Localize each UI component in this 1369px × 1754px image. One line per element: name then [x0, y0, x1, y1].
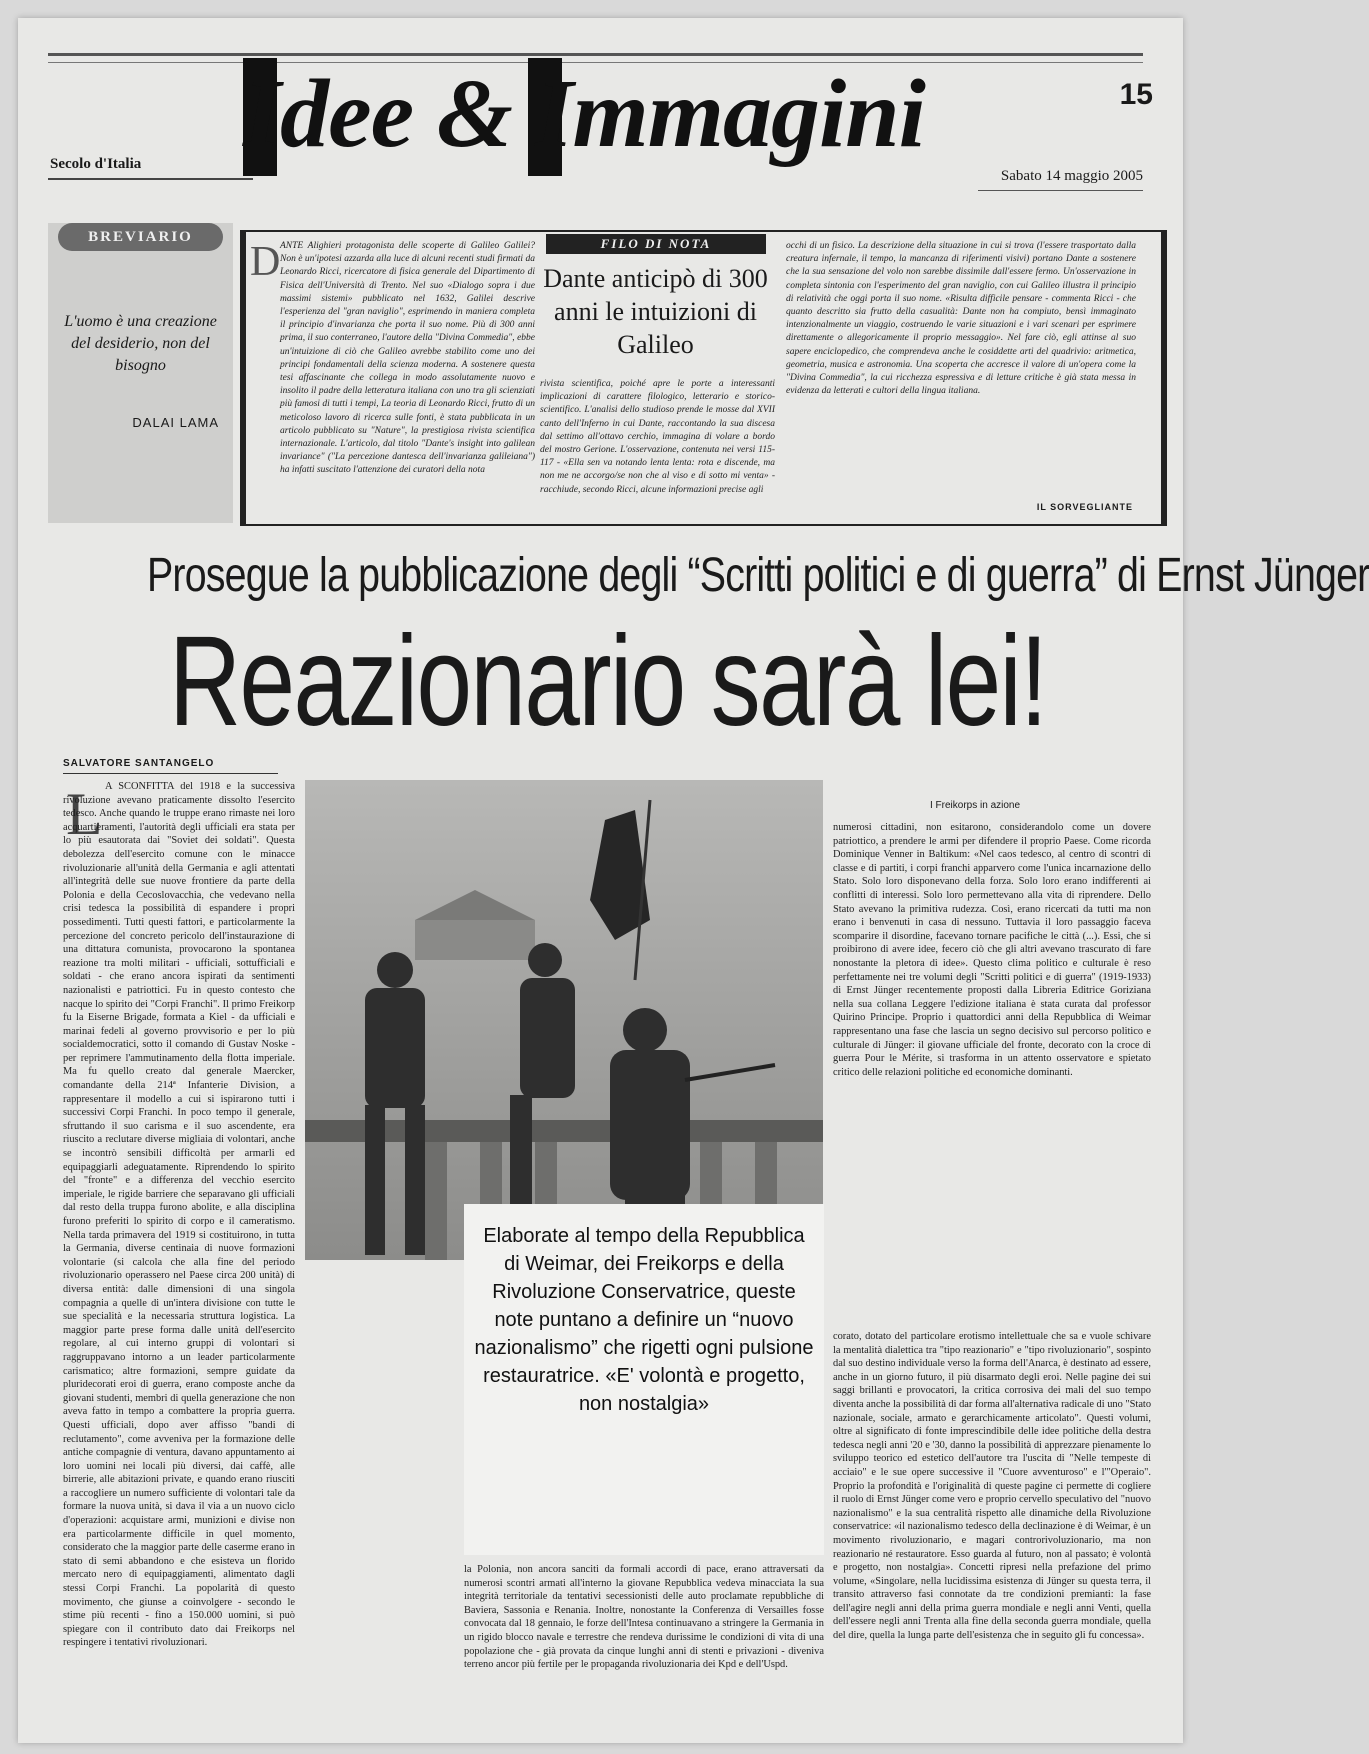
breviario-label: BREVIARIO — [58, 223, 223, 251]
article-column-3-continued: corato, dotato del particolare erotismo intellettuale che sa e vuole schivare la mentalità dialettica tra "tipo reazionario" e "tipo rivoluzionario", sospinto dal suo destino individuale verso la forma dell'Anarca, è destinato ad essere, anche in un giorno futuro, il più disarmato degli eroi. Nelle pagine dei sui saggi brillanti e provocatori, la critica corrosiva dei mali del suo tempo diventa anche la possibilità di dar forma all'alternativa radicale di uno "Stato nazionale, sociale, armato e gerarchicamente articolato". Questi volumi, oltre al significato di fonte imprescindibile delle idee politiche della destra tedesca negli anni '20 e '30, danno la possibilità di apprezzare pienamente lo sviluppo teorico ed estetico dell'autore tra l'uscita di "Nelle tempeste di acciaio" e le sue opere successive il "Cuore avventuroso" e l'"Operaio". Proprio la profondità e l'originalità di queste pagine ci permette di cogliere il ruolo di Ernst Jünger come vero e proprio cervello speculativo del "nuovo nazionalismo" e la sua centralità rispetto alle dinamiche della Rivoluzione conservatrice: «il nazionalismo tedesco della declinazione è di Weimar, è un movimento rivoluzionario, e magari controrivoluzionario, ma non reazionario né restauratore. Esso guarda al futuro, non al passato; è volontà e progetto, non nostalgia». Concetti ripresi nella prefazione del primo volume, «Singolare, nella lucidissima esistenza di Jünger su questa terra, il transito attraverso fasi connotate da tre condizioni premianti: la fase dell'agire negli anni della prima guerra mondiale e negli anni Venti, quella dell'essere negli anni Trenta alla fine della seconda guerra mondiale, quella del dire, quella la lunga parte dell'esistenza che in seguito gli fu concessa». — [833, 1331, 1152, 1642]
paper-name-rule — [48, 178, 253, 180]
photo-caption: I Freikorps in azione — [930, 800, 1021, 811]
filo-di-nota-label: FILO DI NOTA — [546, 234, 766, 254]
article-byline: SALVATORE SANTANGELO — [63, 758, 215, 769]
article-column-2-bottom: la Polonia, non ancora sanciti da formali accordi di pace, erano attraversati da numerosi scontri armati all'interno la giovane Repubblica vedeva minacciata la sua integrità territoriale da tentativi secessionisti delle auto proclamate repubbliche di Baviera, Sassonia e Renania. Inoltre, nonostante la Conferenza di Versailles fosse convocata dal 18 gennaio, le forze dell'Intesa continuavano a stringere la Germania in un rigido blocco navale e terrestre che rendeva durissime le condizioni di vita di una popolazione che - già provata da cinque lunghi anni di stenti e privazioni - diveniva terreno ancor più fertile per le propaganda rivoluzionaria dei Kpd e dell'Uspd. — [464, 1564, 824, 1671]
breviario-box — [48, 223, 233, 523]
article-column-3: numerosi cittadini, non esitarono, considerandolo come un dovere patriottico, a prendere le armi per difendere il proprio Paese. Come ricorda Dominique Venner in Baltikum: «Nel caos tedesco, al centro di scontri di classe e di partiti, i corpi franchi apparvero come l'unica incarnazione dello Stato. Solo loro disponevano della forza. Solo loro erano indifferenti ai conflitti di interessi. Solo loro permettevano alla vita di riprendere. Dello Stato avevano la primitiva rudezza. Così, erano ricercati da tutti ma non erano i benvenuti in casa di nessuno. Tuttavia il loro passaggio faceva scomparire il disordine, facevano tornare pacifiche le città (...). Essi, che si proibirono di avere idee, fecero ciò che gli altri avevano trascurato di fare nonostante la pletora di idee». Questo clima politico e culturale è reso perfettamente nei tre volumi degli "Scritti politici e di guerra" (1919-1933) di Ernst Jünger recentemente proposti dalla Libreria Editrice Goriziana nella sua collana Leggere l'edizione italiana è stata curata dal professor Quirino Principe. Proprio i quattordici anni della Repubblica di Weimar rappresentano una fase che lascia un segno decisivo sul percorso politico e culturale di Jünger: il giovane ufficiale del fronte, decorato con la croce di guerra Pour le Mérite, si trasforma in un attento osservatore e spietato critico delle relazioni politiche ed economiche dominanti. — [833, 822, 1151, 1078]
section-title: Idee & Immagini — [243, 60, 925, 168]
filo-column-2: rivista scientifica, poiché apre le porte a interessanti implicazioni di carattere filologico, letterario e storico-scientifico. L'analisi dello studioso prende le mosse dal XVII canto dell'Inferno in cui Dante, raccontando la sua discesa dal settimo all'ottavo cerchio, immagina di volare a bordo del mostro Gerione. L'osservazione, contenuta nei versi 115-117 - «Ella sen va notando lenta lenta: rota e discende, ma non me ne accorgo/se non che al viso e di sotto mi venta» - racchiude, secondo Ricci, alcune informazioni precise agli — [540, 379, 775, 495]
pull-quote-box — [464, 1204, 824, 1555]
freikorps-photo — [305, 780, 823, 1260]
article-kicker: Prosegue la pubblicazione degli “Scritti politici e di guerra” di Ernst Jünger — [147, 549, 1369, 602]
article-column-2-bottom-left — [305, 1558, 457, 1733]
filo-column-1: ANTE Alighieri protagonista delle scoperte di Galileo Galilei? Non è un'ipotesi azzarda alla luce di alcuni recenti studi firmati da Leonardo Ricci, ricercatore di fisica generale del Dipartimento di Fisica dell'Università di Trento. Nel suo «Dialogo sopra i due massimi sistemi» pubblicato nel 1632, Galilei descrive l'esperienza del "gran naviglio", esprimendo in maniera completa il principio d'invarianza che porta il suo nome. Più di 300 anni prima, il suo conterraneo, l'autore della "Divina Commedia", ebbe un'intuizione di ciò che Galileo avrebbe stabilito come uno dei principi fondamentali della scienza moderna. A sostenere questa tesi affascinante che collega in modo assolutamente nuovo e insolito il padre della letteratura italiana con uno tra gli scienziati più famosi di tutti i tempi, La teoria di Leonardo Ricci, frutto di un meticoloso lavoro di ricerca sulle fonti, è stata pubblicata in un articolo pubblicato su "Nature", la prestigiosa rivista scientifica internazionale. L'articolo, dal titolo "Dante's insight into galilean invariance" ("La percezione dantesca dell'invarianza galileiana") ha infatti suscitato l'attenzione dei curatori della nota — [280, 241, 535, 476]
filo-headline: Dante anticipò di 300 anni le intuizioni di Galileo — [543, 264, 768, 359]
paper-name: Secolo d'Italia — [50, 156, 142, 172]
filo-signature: IL SORVEGLIANTE — [1036, 502, 1133, 512]
article-column-1: A SCONFITTA del 1918 e la successiva rivoluzione avevano praticamente dissolto l'esercito tedesco. Anche quando le truppe erano rimaste nei loro acquartieramenti, l'autorità degli ufficiali era stata per lo più esautorata dai "Soviet dei soldati". Questa debolezza dell'esercito comune con le minacce rivoluzionarie all'unità della Germania e agli attentati all'integrità delle sue nuove frontiere da parte della Polonia e della Cecoslovacchia, che vedevano nella crisi tedesca la possibilità di espandere i propri possedimenti. Tutti questi fattori, e particolarmente la percezione del concreto pericolo dell'instaurazione di una dittatura comunista, provocarono la spontanea reazione tra molti militari - ufficiali, sottufficiali e soldati - che erano ancora ispirati da sentimenti nazionalisti e patriottici. Fu in questo contesto che nacque lo spirito dei "Corpi Franchi". Il primo Freikorp fu la Eiserne Brigade, formata a Kiel - da ufficiali e marinai fedeli al governo provvisorio e per lo più socialdemocratici, sotto il comando di Gustav Noske - per reprimere l'ammutinamento della flotta imperiale. Ma fu quello creato dal generale Maercker, comandante della 214ª Infanterie Division, a rappresentare il modello a cui si ispirarono tutti i successivi Corpi Franchi. In poco tempo il generale, sfruttando il suo carisma e il suo ascendente, era riuscito a reclutare diverse migliaia di volontari, anche se incontrò sensibili difficoltà per armarli ed equipaggiarli adeguatamente. Riprendendo lo spirito del "fronte" e a differenza del vecchio esercito imperiale, le rigide barriere che separavano gli ufficiali dal resto della truppa furono abolite, e alla disciplina furono preferiti lo spirito di corpo e il cameratismo. Nella tarda primavera del 1919 si costituirono, in tutta la Germania, diverse centinaia di nuove formazioni volontarie (si calcola che alla fine del periodo rivoluzionario operassero nel Paese circa 200 unità) di diversa entità: dalle dimensioni di una singola compagnia a quelle di un'intera divisione con tutte le sue specialità e la necessaria struttura logistica. La maggior parte prese forma dalle unità dell'esercito regolare, al cui interno gruppi di volontari si raggruppavano intorno a un leader particolarmente carismatico; altre formazioni, sempre guidate da pluridecorati eroi di guerra, erano composte anche da giovani studenti, membri di quella generazione che non aveva fatto in tempo a combattere la propria guerra. Questi ufficiali, dopo aver affisso "bandi di reclutamento", come avveniva per la formazione delle antiche compagnie di ventura, davano appuntamento ai loro uomini nei locali più diversi, dai caffè, alle birrerie, alle abitazioni private, e quando erano riusciti a raccogliere un numero sufficiente di volontari tale da formare la nuova unità, si dava il via a un nuovo ciclo d'operazioni: acquistare armi, munizioni e divise non era particolarmente difficile in quel momento, considerato che la maggior parte delle caserme erano in stato di semi abbandono e che esisteva un florido mercato nero di equipaggiamenti, alimentato dagli stessi Corpi Franchi. La popolarità di questo movimento, che giunse a coinvolgere - secondo le stime più recenti - fino a 150.000 uomini, si può spiegare con il contributo dato dai Freikorps nel respingere i tentativi rivoluzionari. — [63, 781, 295, 1649]
masthead-rule — [48, 53, 1143, 56]
byline-rule — [63, 773, 278, 774]
breviario-quote: L'uomo è una creazione del desiderio, non del bisogno — [64, 313, 217, 374]
newspaper-page — [18, 18, 1369, 1743]
dropcap-l: L — [66, 781, 103, 847]
pull-quote-text: Elaborate al tempo della Repubblica di Weimar, dei Freikorps e della Rivoluzione Conservatrice, queste note puntano a definire un “nuovo nazionalismo” che rigetti ogni pulsione restauratrice. «E' volontà e progetto, non nostalgia» — [474, 1225, 814, 1415]
article-headline: Reazionario sarà lei! — [169, 610, 1047, 753]
page-number: 15 — [1119, 78, 1153, 111]
breviario-author: DALAI LAMA — [132, 415, 219, 430]
photo-illustration — [305, 780, 823, 1260]
dropcap-d: D — [250, 239, 281, 285]
date-rule — [978, 190, 1143, 191]
filo-column-3: occhi di un fisico. La descrizione della situazione in cui si trova (l'essere trasportato dalla creatura infernale, il tempo, la mancanza di riferimenti visivi) portano Dante a sostenere che la sua sensazione del volo non sarebbe dissimile dall'essere fermo. Un'osservazione in completa sintonia con l'esperimento del gran naviglio, con cui Galileo illustra il principio di relatività che oggi porta il suo nome. «Risulta difficile pensare - commenta Ricci - che quanto descritto sia frutto della casualità: Dante non ha compiuto, bensì immaginato intenzionalmente un viaggio, costruendo le varie situazioni e i vari scenari per esprimere direttamente o allegoricamente il proprio messaggio». Nel fare ciò, egli attinse al suo sapere enciclopedico, che comprendeva anche le cosiddette arti del quadrivio: aritmetica, geometria, musica e astronomia. Una scoperta che accresce il valore di un'opera come la "Divina Commedia", la cui ricchezza espressiva e di letture critiche è già stata messa in evidenza da letterati e cultori della lingua italiana. — [786, 241, 1136, 397]
issue-date: Sabato 14 maggio 2005 — [1000, 168, 1143, 184]
